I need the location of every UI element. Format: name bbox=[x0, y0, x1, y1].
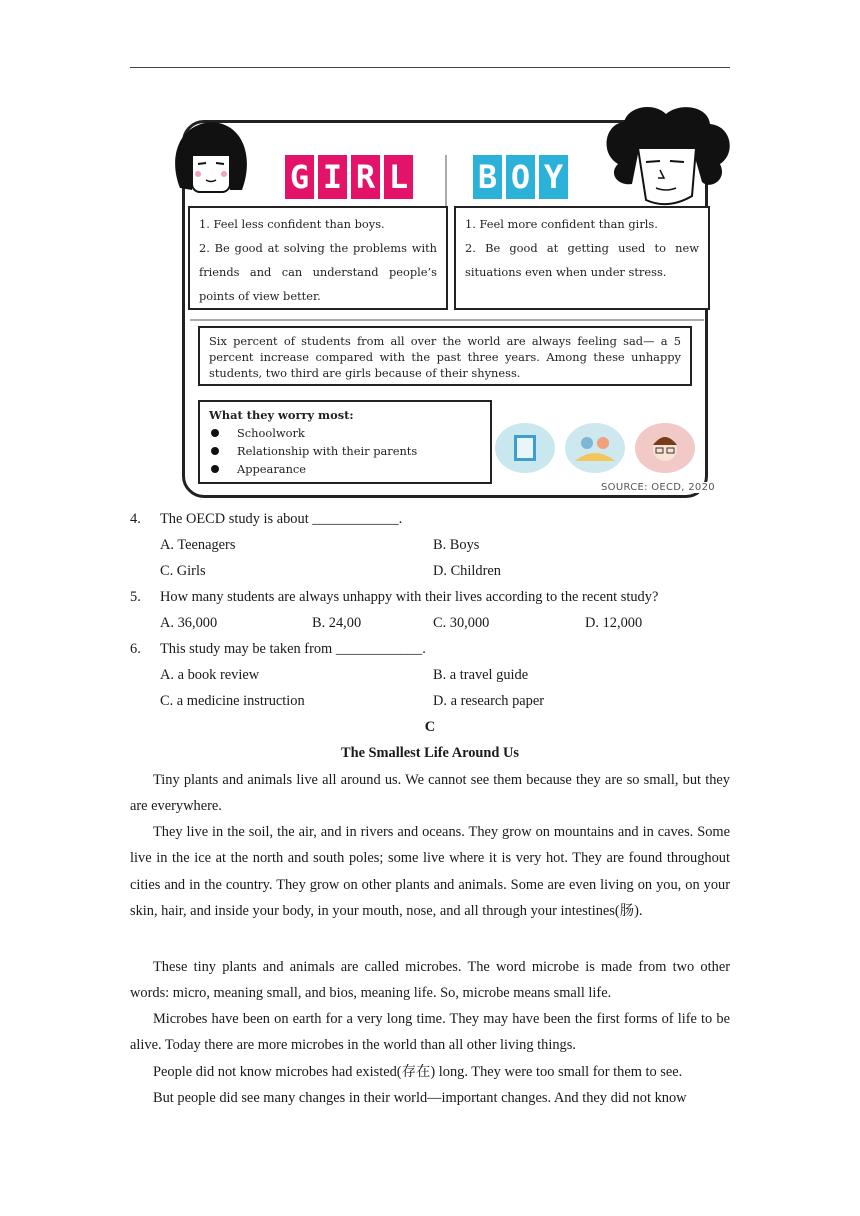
statistics-box bbox=[198, 326, 692, 386]
statistics-text: Six percent of students from all over the world are always feeling sad— a 5 percent increase compared with the past three years. Among these unhappy students, two third are girls because of their shyness. bbox=[209, 334, 681, 380]
girl-title-letter: G bbox=[285, 155, 314, 199]
worries-box bbox=[198, 400, 492, 484]
answer-option: A. Teenagers bbox=[160, 537, 236, 553]
section-divider bbox=[190, 319, 704, 321]
boy-title-letter: B bbox=[473, 155, 502, 199]
girl-trait: 1. Feel less confident than boys. bbox=[199, 217, 385, 231]
passage-paragraph: But people did see many changes in their world—important changes. And they did not know bbox=[153, 1090, 687, 1106]
boy-title-letter: Y bbox=[539, 155, 568, 199]
header-rule bbox=[130, 67, 730, 68]
girl-title-letter: L bbox=[384, 155, 413, 199]
boy-title bbox=[473, 155, 568, 199]
source-label: SOURCE: OECD, 2020 bbox=[597, 482, 719, 493]
passage-paragraph: They live in the soil, the air, and in rivers and oceans. They grow on mountains and in caves. Some live in the ice at the north and south poles; some live where it is very hot. They are found throughout cities and in the country. They grow on other plants and animals. Some are even living on you, on your skin, hair, and inside your body, in your mouth, nose, and all through your intestines(肠). bbox=[130, 824, 730, 919]
girl-face-icon bbox=[172, 118, 250, 200]
girl-trait: 2. Be good at solving the problems with friends and can understand people’s points of view better. bbox=[199, 241, 437, 303]
answer-option: B. a travel guide bbox=[433, 667, 529, 683]
passage-title: The Smallest Life Around Us bbox=[340, 745, 520, 761]
passage-paragraph: Tiny plants and animals live all around us. We cannot see them because they are so small, but they are everywhere. bbox=[130, 772, 730, 815]
question-text: The OECD study is about ____________. bbox=[160, 511, 403, 527]
family-icon bbox=[565, 423, 625, 473]
passage-paragraph: Microbes have been on earth for a very long time. They may have been the first forms of life to be alive. Today there are more microbes in the world than all other living things. bbox=[130, 1011, 730, 1054]
question-text: This study may be taken from ____________. bbox=[160, 641, 426, 657]
answer-option: C. a medicine instruction bbox=[160, 693, 305, 709]
worries-title: What they worry most: bbox=[209, 408, 354, 422]
answer-option: A. 36,000 bbox=[160, 615, 218, 631]
answer-option: B. 24,00 bbox=[312, 615, 362, 631]
worry-item: Schoolwork bbox=[209, 424, 481, 442]
answer-option: C. 30,000 bbox=[433, 615, 490, 631]
girl-title-letter: R bbox=[351, 155, 380, 199]
answer-option: D. Children bbox=[433, 563, 501, 579]
answer-option: A. a book review bbox=[160, 667, 260, 683]
question-number: 5. bbox=[130, 589, 141, 605]
question-number: 4. bbox=[130, 511, 141, 527]
girl-title-letter: I bbox=[318, 155, 347, 199]
answer-option: D. a research paper bbox=[433, 693, 545, 709]
answer-option: C. Girls bbox=[160, 563, 206, 579]
question-text: How many students are always unhappy with their lives according to the recent study? bbox=[160, 589, 659, 605]
answer-option: B. Boys bbox=[433, 537, 480, 553]
infographic bbox=[168, 100, 738, 498]
worry-item: Relationship with their parents bbox=[209, 442, 481, 460]
girl-title bbox=[285, 155, 413, 199]
worry-item: Appearance bbox=[209, 460, 481, 478]
section-letter: C bbox=[424, 719, 436, 735]
passage-paragraph: These tiny plants and animals are called microbes. The word microbe is made from two other words: micro, meaning small, and bios, meaning life. So, microbe means small life. bbox=[130, 959, 730, 1002]
boy-face-icon bbox=[598, 104, 738, 214]
boy-title-letter: O bbox=[506, 155, 535, 199]
answer-option: D. 12,000 bbox=[585, 615, 643, 631]
boy-trait: 2. Be good at getting used to new situations even when under stress. bbox=[465, 241, 699, 279]
face-glasses-icon bbox=[635, 423, 695, 473]
question-number: 6. bbox=[130, 641, 141, 657]
boy-trait: 1. Feel more confident than girls. bbox=[465, 217, 658, 231]
passage-paragraph: People did not know microbes had existed(存在) long. They were too small for them to see. bbox=[153, 1064, 683, 1080]
boy-traits-box bbox=[454, 206, 710, 310]
notebook-icon bbox=[495, 423, 555, 473]
girl-traits-box bbox=[188, 206, 448, 310]
